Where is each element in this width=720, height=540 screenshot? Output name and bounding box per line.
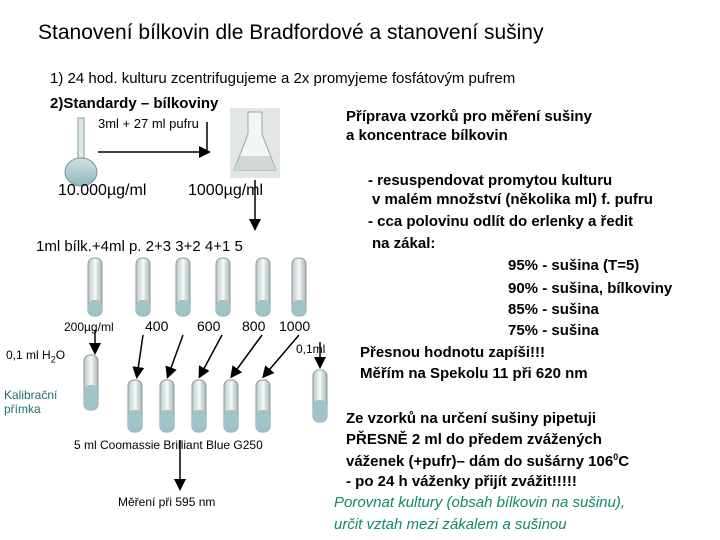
pipette-line2: PŘESNĚ 2 ml do předem zvážených: [346, 431, 602, 448]
blank-tube-label: 0,1 ml $H_2O$: [6, 348, 66, 365]
step-1-text: 1) 24 hod. kulturu zcentrifugujeme a 2x promyjeme fosfátovým pufrem: [50, 70, 516, 87]
measurement-label: Měření při 595 nm: [118, 495, 216, 509]
tube-label-1000: 1000: [279, 318, 311, 334]
dilution-text: 1ml bílk.+4ml p. 2+3 3+2 4+1 5: [36, 238, 243, 255]
pct-90: 90% - sušina, bílkoviny: [508, 280, 673, 297]
exact-value-line1: Přesnou hodnotu zapíši!!!: [360, 344, 545, 361]
calibration-label-line2: přímka: [4, 402, 41, 416]
beaker-concentration: 1000µg/ml: [188, 182, 264, 199]
bullet1-line2: v malém množství (několika ml) f. pufru: [372, 191, 653, 208]
compare-line2: určit vztah mezi zákalem a sušinou: [334, 516, 567, 533]
bullet2-line1: - cca polovinu odlít do erlenky a ředit: [368, 213, 634, 230]
pct-95: 95% - sušina (T=5): [508, 257, 640, 274]
right-heading-line1: Příprava vzorků pro měření sušiny: [346, 108, 592, 125]
bullet2-line2: na zákal:: [372, 235, 436, 252]
right-tube-label: 0,1ml: [296, 342, 326, 356]
pct-85: 85% - sušina: [508, 301, 599, 318]
step-2-subtext: 3ml + 27 ml pufru: [98, 116, 199, 131]
pct-75: 75% - sušina: [508, 322, 599, 339]
test-tubes: [88, 258, 306, 316]
calibration-label-line1: Kalibrační: [4, 388, 58, 402]
bullet1-line1: - resuspendovat promytou kulturu: [368, 172, 613, 189]
exact-value-line2: Měřím na Spekolu 11 při 620 nm: [360, 365, 588, 382]
erlenmeyer-flask-icon: [230, 108, 280, 178]
step-2-heading: 2)Standardy – bílkoviny: [50, 95, 219, 112]
tube-label-400: 400: [145, 318, 169, 334]
pipette-line4: - po 24 h váženky přijít zvážit!!!!!: [346, 473, 577, 490]
pipette-line3: váženek (+pufr)– dám do sušárny $106^0C$: [346, 452, 630, 470]
right-heading-line2: a koncentrace bílkovin: [346, 127, 508, 144]
tube-label-200: 200µg/ml: [64, 320, 114, 334]
tube-label-600: 600: [197, 318, 221, 334]
pipette-line1: Ze vzorků na určení sušiny pipetuji: [346, 410, 597, 427]
page-title: Stanovení bílkovin dle Bradfordové a stanovení sušiny: [38, 21, 544, 44]
compare-line1: Porovnat kultury (obsah bílkovin na sušinu),: [334, 494, 625, 511]
flask-concentration: 10.000µg/ml: [58, 182, 147, 199]
tube-label-800: 800: [242, 318, 266, 334]
volumetric-flask-icon: [65, 118, 97, 186]
coomassie-label: 5 ml Coomassie Brilliant Blue G250: [74, 438, 263, 452]
